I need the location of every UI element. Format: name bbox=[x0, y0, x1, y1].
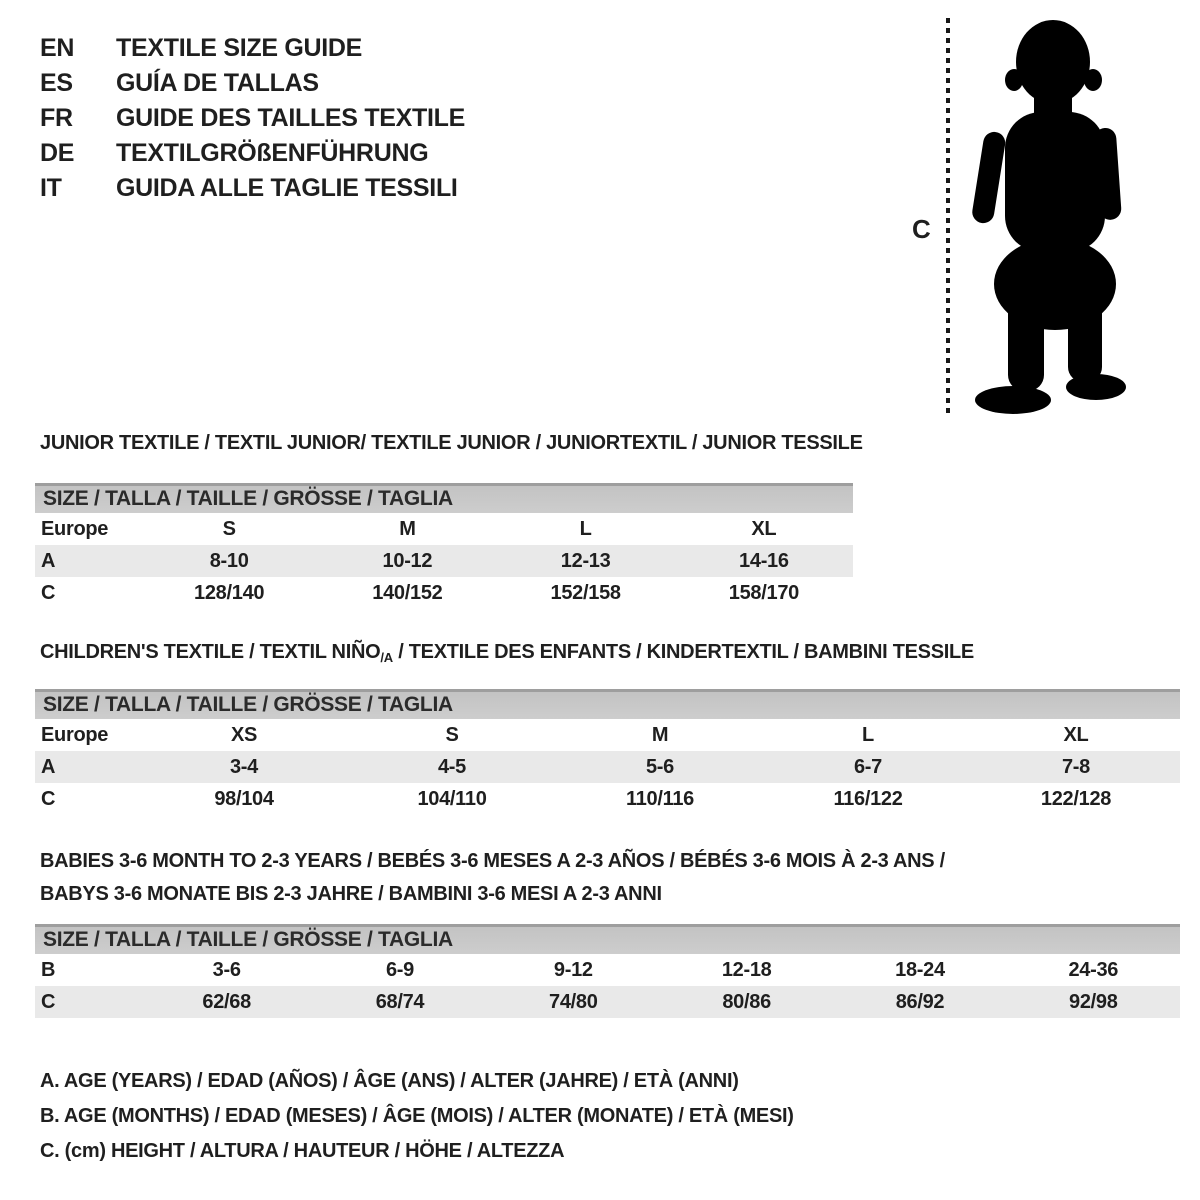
height-measure-label: C bbox=[912, 214, 931, 244]
months-cell: 3-6 bbox=[212, 958, 241, 981]
height-cell: 68/74 bbox=[375, 990, 425, 1013]
height-cell: 92/98 bbox=[1069, 990, 1118, 1013]
children-section-title bbox=[40, 640, 974, 670]
age-cell: 10-12 bbox=[382, 549, 433, 572]
language-row-it bbox=[40, 171, 465, 206]
language-title: TEXTILGRÖßENFÜHRUNG bbox=[116, 139, 429, 167]
row-label: B bbox=[41, 958, 56, 981]
size-cell: XL bbox=[1063, 723, 1089, 746]
language-row-en bbox=[40, 31, 465, 66]
size-header-bar: SIZE / TALLA / TAILLE / GRÖSSE / TAGLIA bbox=[35, 924, 1180, 954]
table-row-height bbox=[35, 783, 1180, 815]
age-cell: 5-6 bbox=[645, 755, 674, 778]
language-row-fr bbox=[40, 101, 465, 136]
legend-line-b: B. AGE (MONTHS) / EDAD (MESES) / ÂGE (MOIS) / ALTER (MONATE) / ETÀ (MESI) bbox=[40, 1105, 794, 1127]
language-title: GUIDA ALLE TAGLIE TESSILI bbox=[116, 174, 458, 202]
table-row-months bbox=[35, 954, 1180, 986]
language-code: FR bbox=[40, 104, 73, 132]
measurement-legend bbox=[40, 1064, 794, 1169]
children-size-table bbox=[35, 689, 1180, 815]
table-row-europe bbox=[35, 719, 1180, 751]
language-title: GUÍA DE TALLAS bbox=[116, 69, 319, 97]
row-label: C bbox=[41, 581, 56, 604]
table-row-height bbox=[35, 577, 853, 609]
height-cell: 140/152 bbox=[372, 581, 443, 604]
language-row-de bbox=[40, 136, 465, 171]
age-cell: 6-7 bbox=[853, 755, 882, 778]
junior-section-title: JUNIOR TEXTILE / TEXTIL JUNIOR/ TEXTILE JUNIOR / JUNIORTEXTIL / JUNIOR TESSILE bbox=[40, 432, 863, 454]
legend-line-c: C. (cm) HEIGHT / ALTURA / HAUTEUR / HÖHE / ALTEZZA bbox=[40, 1140, 565, 1162]
size-header-bar: SIZE / TALLA / TAILLE / GRÖSSE / TAGLIA bbox=[35, 483, 853, 513]
language-title: GUIDE DES TAILLES TEXTILE bbox=[116, 104, 466, 132]
age-cell: 7-8 bbox=[1061, 755, 1090, 778]
size-header-bar: SIZE / TALLA / TAILLE / GRÖSSE / TAGLIA bbox=[35, 689, 1180, 719]
months-cell: 6-9 bbox=[385, 958, 414, 981]
height-cell: 128/140 bbox=[194, 581, 265, 604]
babies-size-table bbox=[35, 924, 1180, 1018]
table-row-height bbox=[35, 986, 1180, 1018]
height-measure-dashed-line bbox=[946, 18, 950, 414]
row-label: A bbox=[41, 755, 56, 778]
table-row-europe bbox=[35, 513, 853, 545]
table-row-age bbox=[35, 751, 1180, 783]
language-row-es bbox=[40, 66, 465, 101]
height-cell: 116/122 bbox=[833, 787, 903, 810]
language-code: ES bbox=[40, 69, 73, 97]
size-cell: S bbox=[222, 517, 236, 540]
babies-title-line2: BABYS 3-6 MONATE BIS 2-3 JAHRE / BAMBINI 3-6 MESI A 2-3 ANNI bbox=[40, 883, 662, 905]
height-cell: 152/158 bbox=[550, 581, 621, 604]
junior-size-table bbox=[35, 483, 853, 609]
size-cell: XS bbox=[230, 723, 258, 746]
size-cell: L bbox=[579, 517, 592, 540]
height-cell: 98/104 bbox=[214, 787, 274, 810]
age-cell: 4-5 bbox=[437, 755, 466, 778]
language-code: DE bbox=[40, 139, 75, 167]
language-code: IT bbox=[40, 174, 62, 202]
height-cell: 86/92 bbox=[895, 990, 945, 1013]
months-cell: 18-24 bbox=[895, 958, 945, 981]
months-cell: 12-18 bbox=[721, 958, 772, 981]
children-title-subscript: /A bbox=[380, 650, 393, 665]
row-label: C bbox=[41, 990, 56, 1013]
children-title-post: / TEXTILE DES ENFANTS / KINDERTEXTIL / BAMBINI TESSILE bbox=[392, 641, 974, 663]
height-cell: 80/86 bbox=[722, 990, 771, 1013]
size-cell: M bbox=[651, 723, 669, 746]
age-cell: 12-13 bbox=[560, 549, 611, 572]
row-label: Europe bbox=[41, 517, 109, 540]
size-cell: L bbox=[862, 723, 874, 746]
babies-title-line1: BABIES 3-6 MONTH TO 2-3 YEARS / BEBÉS 3-6 MESES A 2-3 AÑOS / BÉBÉS 3-6 MOIS À 2-3 ANS / bbox=[40, 850, 945, 872]
age-cell: 8-10 bbox=[209, 549, 249, 572]
table-row-age bbox=[35, 545, 853, 577]
months-cell: 24-36 bbox=[1068, 958, 1119, 981]
children-title-pre: CHILDREN'S TEXTILE / TEXTIL NIÑO bbox=[40, 641, 381, 663]
height-cell: 104/110 bbox=[417, 787, 487, 810]
language-code: EN bbox=[40, 34, 75, 62]
row-label: A bbox=[41, 549, 56, 572]
height-cell: 158/170 bbox=[728, 581, 799, 604]
legend-line-a: A. AGE (YEARS) / EDAD (AÑOS) / ÂGE (ANS) / ALTER (JAHRE) / ETÀ (ANNI) bbox=[40, 1070, 739, 1092]
months-cell: 9-12 bbox=[553, 958, 593, 981]
row-label: C bbox=[41, 787, 56, 810]
size-cell: M bbox=[399, 517, 416, 540]
size-cell: S bbox=[445, 723, 459, 746]
age-cell: 3-4 bbox=[229, 755, 258, 778]
language-list bbox=[40, 31, 465, 206]
toddler-silhouette-icon bbox=[958, 16, 1138, 416]
height-cell: 74/80 bbox=[549, 990, 598, 1013]
age-cell: 14-16 bbox=[739, 549, 789, 572]
height-cell: 62/68 bbox=[202, 990, 251, 1013]
language-title: TEXTILE SIZE GUIDE bbox=[116, 34, 363, 62]
babies-section-title bbox=[40, 845, 945, 911]
height-cell: 122/128 bbox=[1040, 787, 1112, 810]
size-cell: XL bbox=[751, 517, 777, 540]
height-cell: 110/116 bbox=[626, 787, 694, 810]
row-label: Europe bbox=[41, 723, 109, 746]
